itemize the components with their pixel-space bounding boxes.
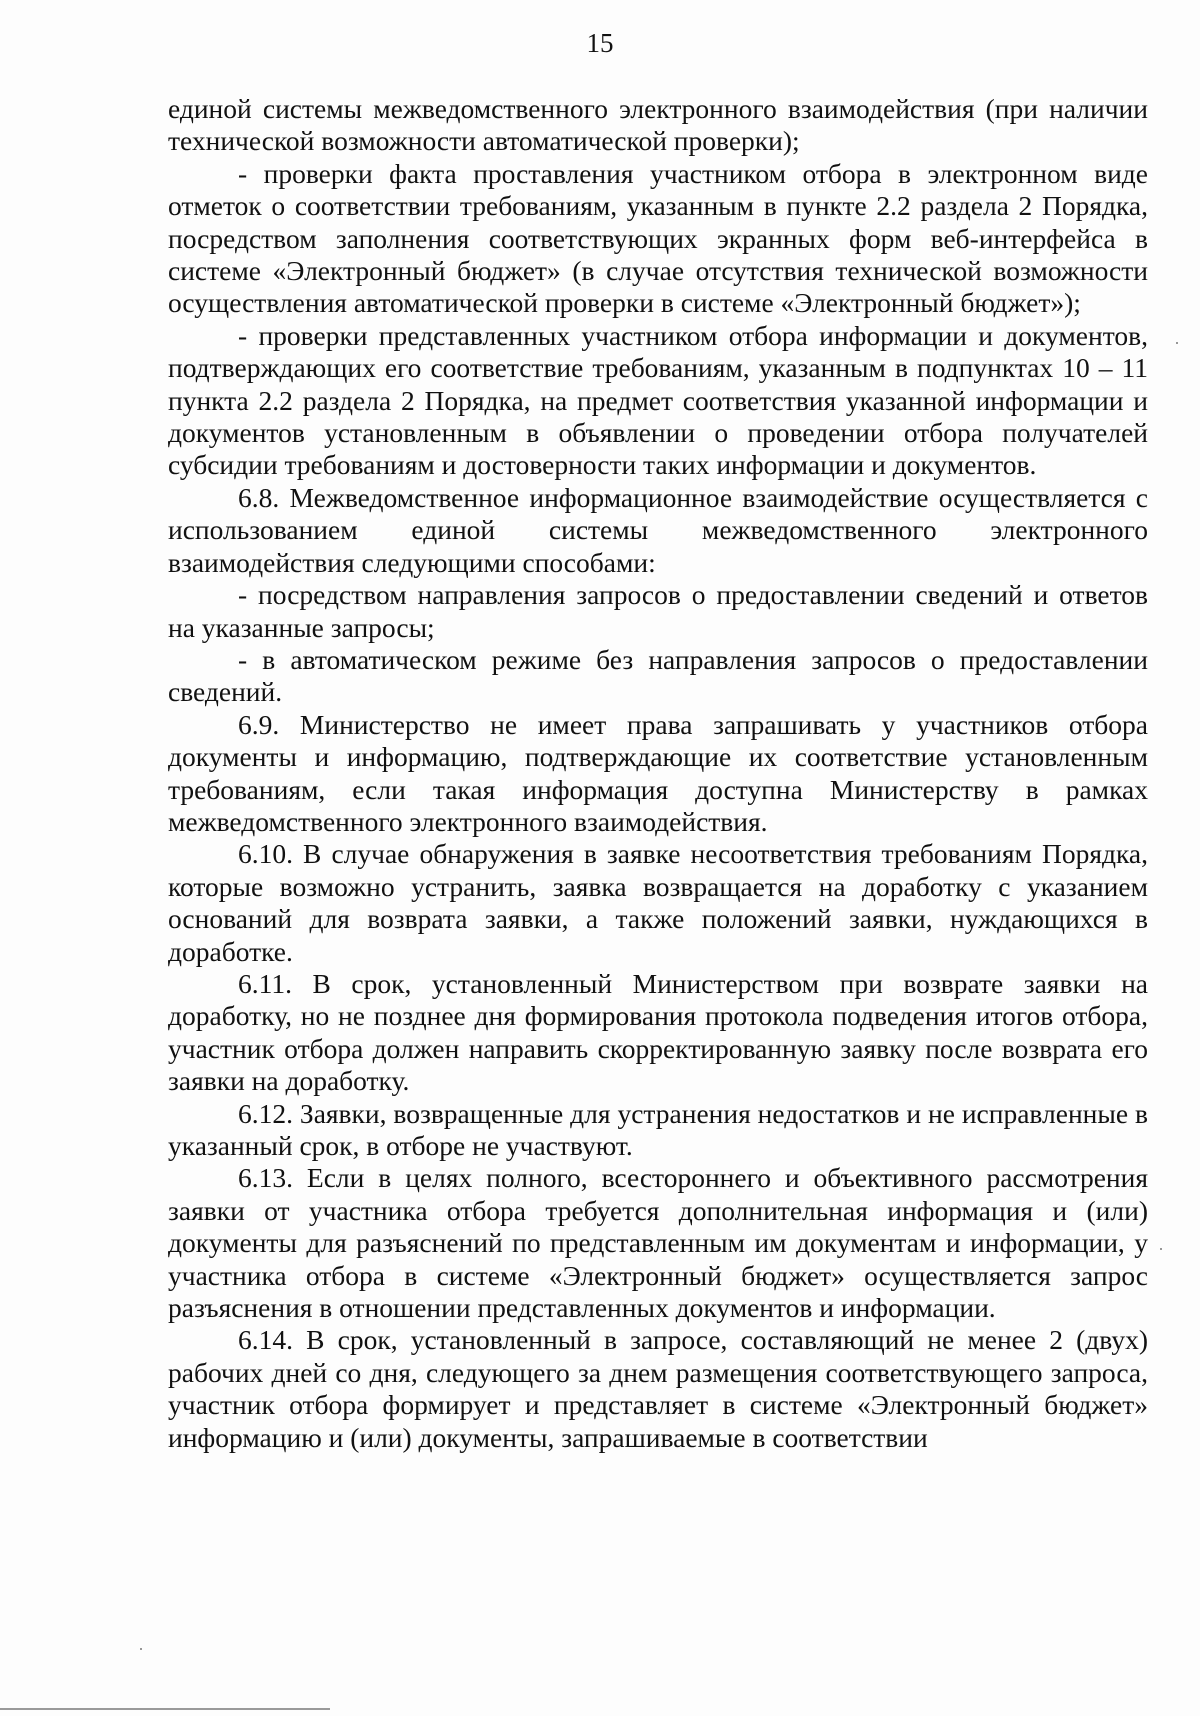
paragraph-6-8: 6.8. Межведомственное информационное взаимодействие осуществляется с использованием единой системы межведомственного электронного взаимодействия следующими способами: — [168, 481, 1148, 578]
paragraph-requests: - посредством направления запросов о предоставлении сведений и ответов на указанные запросы; — [168, 579, 1148, 643]
page-bottom-edge — [0, 1708, 330, 1710]
paragraph-6-11: 6.11. В срок, установленный Министерством при возврате заявки на доработку, но не позднее дня формирования протокола подведения итогов отбора, участник отбора должен направить скорректированную заявку после возврата его заявки на доработку. — [168, 967, 1148, 1097]
paragraph-check-marks: - проверки факта проставления участником отбора в электронном виде отметок о соответствии требованиям, указанным в пункте 2.2 раздела 2 Порядка, посредством заполнения соответствующих экранных форм веб-интерфейса в системе «Электронный бюджет» (в случае отсутствия технической возможности осуществления автоматической проверки в системе «Электронный бюджет»); — [168, 157, 1148, 319]
paragraph-6-13: 6.13. Если в целях полного, всестороннего и объективного рассмотрения заявки от участника отбора требуется дополнительная информация и (или) документы для разъяснений по представленным им документам и информации, у участника отбора в системе «Электронный бюджет» осуществляется запрос разъяснения в отношении представленных документов и информации. — [168, 1162, 1148, 1324]
paragraph-6-10: 6.10. В случае обнаружения в заявке несоответствия требованиям Порядка, которые возможно устранить, заявка возвращается на доработку с указанием оснований для возврата заявки, а также положений заявки, нуждающихся в доработке. — [168, 838, 1148, 967]
scan-speck — [140, 1648, 142, 1650]
document-body — [168, 93, 1148, 1454]
paragraph-check-documents: - проверки представленных участником отбора информации и документов, подтверждающих его соответствие требованиям, указанным в подпунктах 10 – 11 пункта 2.2 раздела 2 Порядка, на предмет соответствия указанной информации и документов установленным в объявлении о проведении отбора получателей субсидии требованиям и достоверности таких информации и документов. — [168, 319, 1148, 481]
scan-speck — [1176, 342, 1178, 344]
page-number: 15 — [586, 28, 614, 58]
scan-speck — [1160, 1248, 1162, 1250]
paragraph-continuation: единой системы межведомственного электронного взаимодействия (при наличии технической возможности автоматической проверки); — [168, 93, 1148, 157]
paragraph-6-9: 6.9. Министерство не имеет права запрашивать у участников отбора документы и информацию, подтверждающие их соответствие установленным требованиям, если такая информация доступна Министерству в рамках межведомственного электронного взаимодействия. — [168, 708, 1148, 837]
paragraph-6-12: 6.12. Заявки, возвращенные для устранения недостатков и не исправленные в указанный срок, в отборе не участвуют. — [168, 1097, 1148, 1161]
paragraph-6-14: 6.14. В срок, установленный в запросе, составляющий не менее 2 (двух) рабочих дней со дня, следующего за днем размещения соответствующего запроса, участник отбора формирует и представляет в системе «Электронный бюджет» информацию и (или) документы, запрашиваемые в соответствии — [168, 1324, 1148, 1453]
paragraph-automatic-mode: - в автоматическом режиме без направления запросов о предоставлении сведений. — [168, 643, 1148, 708]
